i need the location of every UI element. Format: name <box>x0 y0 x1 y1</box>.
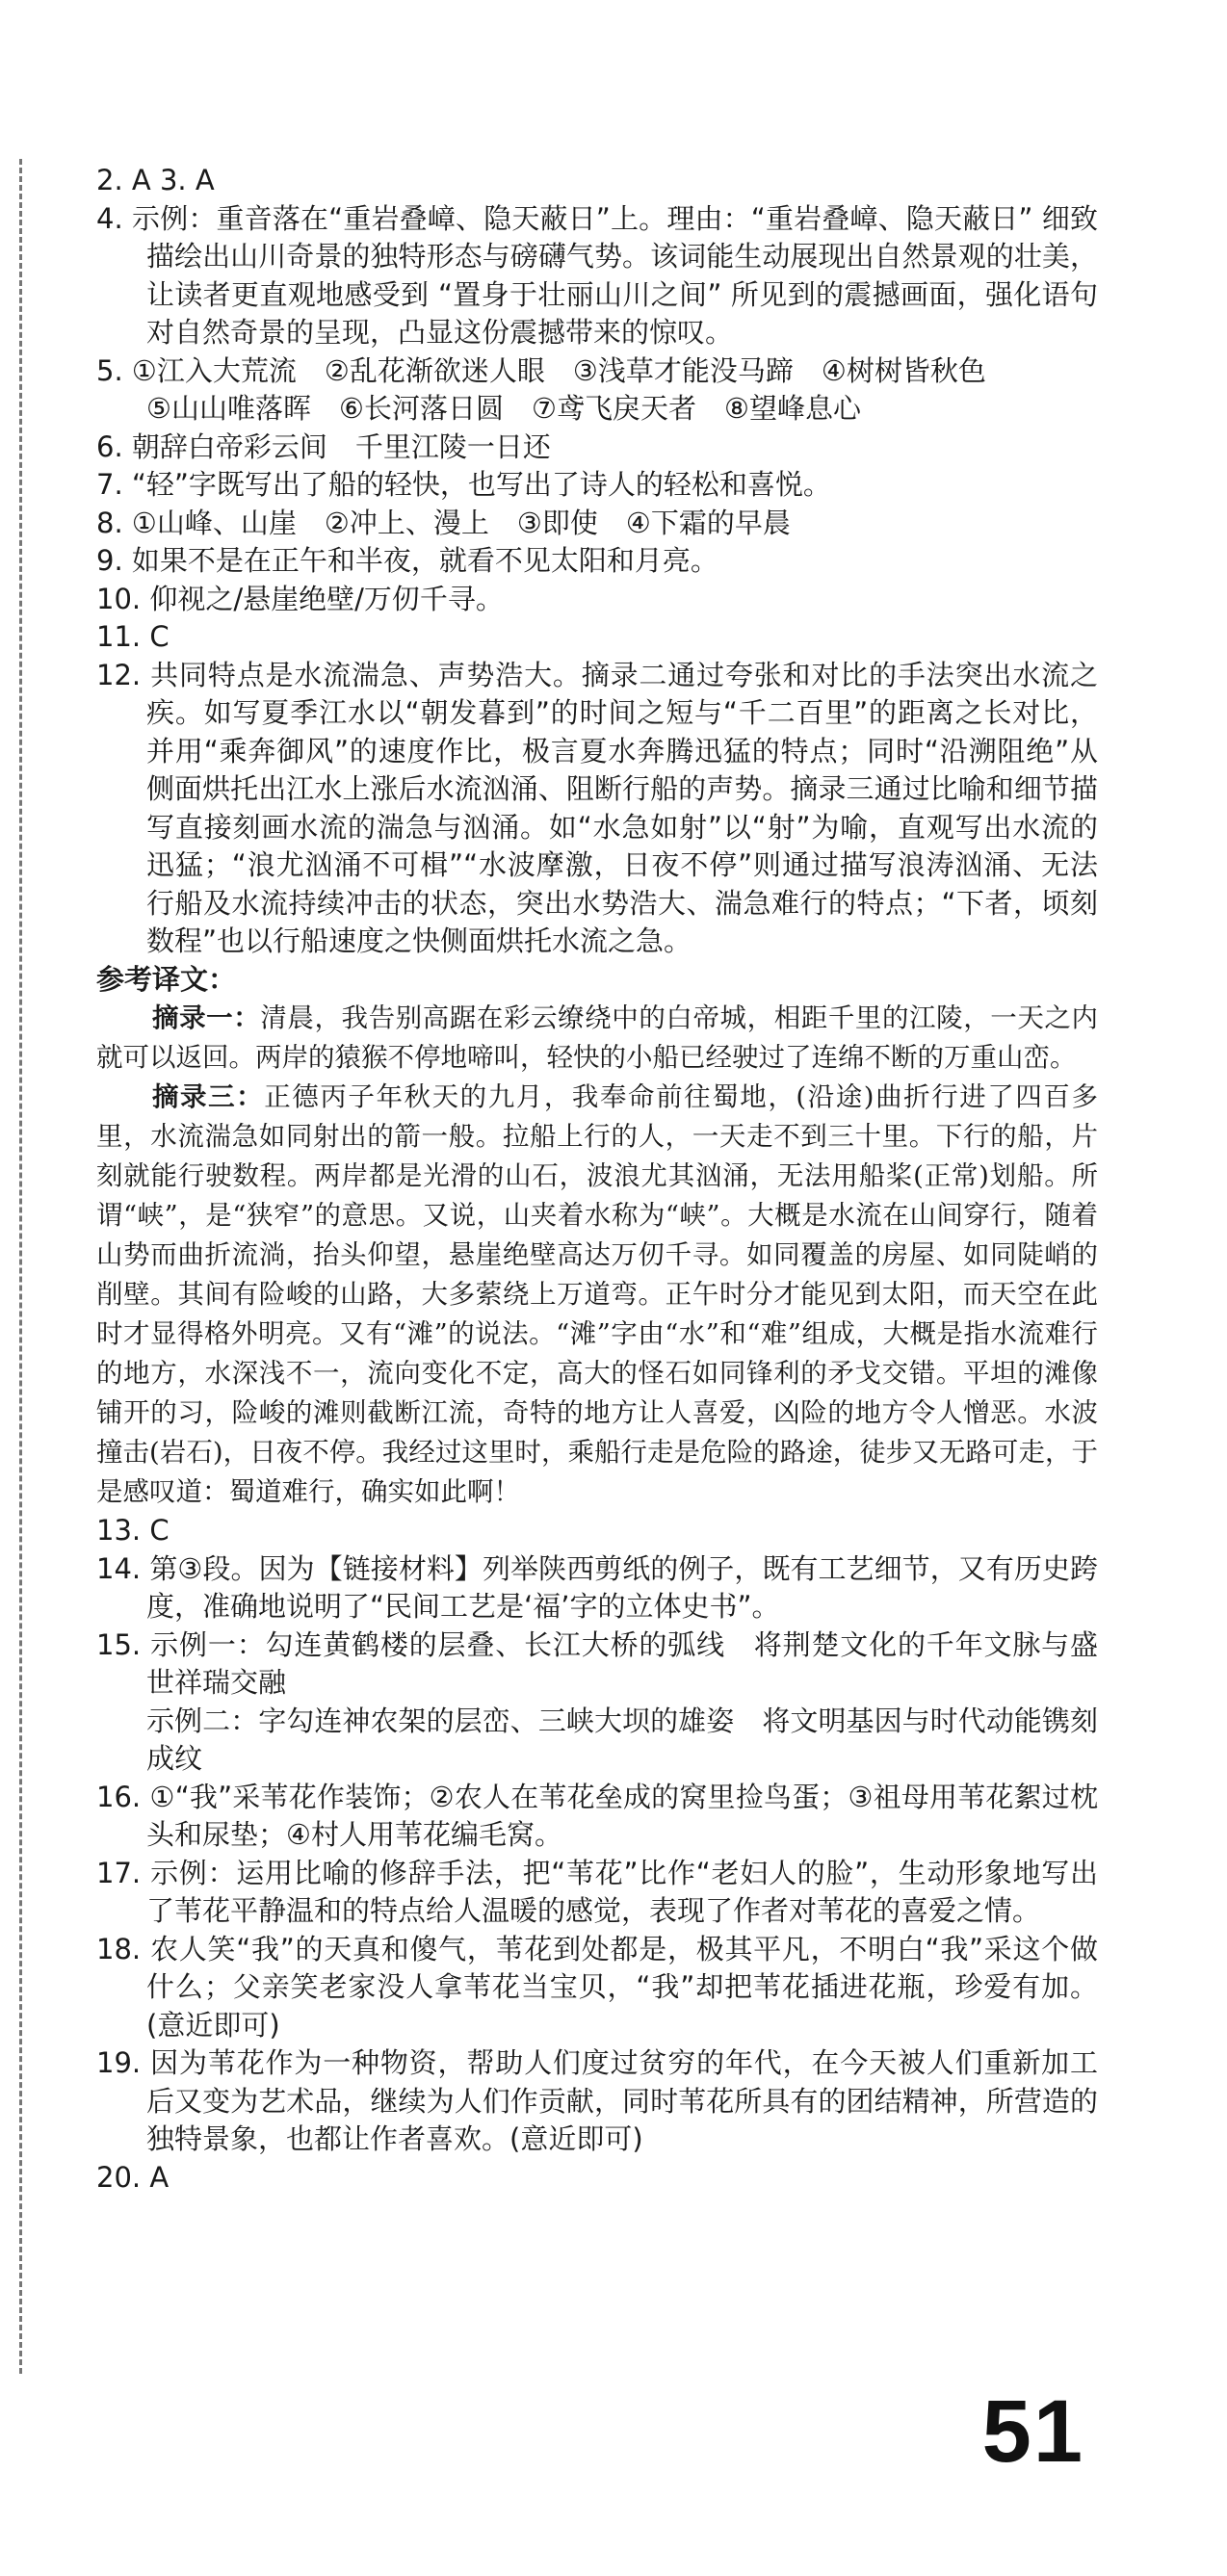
reference-translation-heading: 参考译文： <box>96 962 237 996</box>
answer-12: 12. 共同特点是水流湍急、声势浩大。摘录二通过夸张和对比的手法突出水流之疾。如写夏季江水以“朝发暮到”的时间之短与“千二百里”的距离之长对比，并用“乘奔御风”的速度作比，极言夏水奔腾迅猛的特点；同时“沿溯阻绝”从侧面烘托出江水上涨后水流汹涌、阻断行船的声势。摘录三通过比喻和细节描写直接刻画水流的湍急与汹涌。如“水急如射”以“射”为喻，直观写出水流的迅猛；“浪尤汹涌不可楫”“水波摩激，日夜不停”则通过描写浪涛汹涌、无法行船及水流持续冲击的状态，突出水势浩大、湍急难行的特点；“下者，顷刻数程”也以行船速度之快侧面烘托水流之急。 <box>96 658 1098 957</box>
answer-5-line-1: 5. ①江入大荒流 ②乱花渐欲迷人眼 ③浅草才能没马蹄 ④树树皆秋色 <box>96 353 986 387</box>
excerpt-3-text: 正德丙子年秋天的九月，我奉命前往蜀地，(沿途)曲折行进了四百多里，水流湍急如同射出的箭一般。拉船上行的人，一天走不到三十里。下行的船，片刻就能行驶数程。两岸都是光滑的山石，波浪尤其汹涌，无法用船桨(正常)划船。所谓“峡”，是“狭窄”的意思。又说，山夹着水称为“峡”。大概是水流在山间穿行，随着山势而曲折流淌，抬头仰望，悬崖绝壁高达万仞千寻。如同覆盖的房屋、如同陡峭的削壁。其间有险峻的山路，大多萦绕上万道弯。正午时分才能见到太阳，而天空在此时才显得格外明亮。又有“滩”的说法。“滩”字由“水”和“难”组成，大概是指水流难行的地方，水深浅不一，流向变化不定，高大的怪石如同锋利的矛戈交错。平坦的滩像铺开的习，险峻的滩则截断江流，奇特的地方让人喜爱，凶险的地方令人憎恶。水波撞击(岩石)，日夜不停。我经过这里时，乘船行走是危险的路途，徒步又无路可走，于是感叹道：蜀道难行，确实如此啊！ <box>96 1081 1098 1507</box>
translation-excerpt-3 <box>96 1078 1098 1512</box>
answer-4: 4. 示例：重音落在“重岩叠嶂、隐天蔽日”上。理由：“重岩叠嶂、隐天蔽日” 细致描绘出山川奇景的独特形态与磅礴气势。该词能生动展现出自然景观的壮美，让读者更直观地感受到 “置身于壮丽山川之间” 所见到的震撼画面，强化语句对自然奇景的呈现，凸显这份震撼带来的惊叹。 <box>96 201 1098 349</box>
answer-8: 8. ①山峰、山崖 ②冲上、漫上 ③即使 ④下霜的早晨 <box>96 506 791 539</box>
answer-14: 14. 第③段。因为【链接材料】列举陕西剪纸的例子，既有工艺细节，又有历史跨度，准确地说明了“民间工艺是‘福’字的立体史书”。 <box>96 1551 1098 1623</box>
answer-19: 19. 因为苇花作为一种物资，帮助人们度过贫穷的年代，在今天被人们重新加工后又变为艺术品，继续为人们作贡献，同时苇花所具有的团结精神，所营造的独特景象，也都让作者喜欢。(意近即可) <box>96 2046 1098 2155</box>
page-number: 51 <box>981 2382 1084 2481</box>
answer-10: 10. 仰视之/悬崖绝壁/万仞千寻。 <box>96 582 504 615</box>
answer-15-example-1: 15. 示例一：勾连黄鹤楼的层叠、长江大桥的弧线 将荆楚文化的千年文脉与盛世祥瑞交融 <box>96 1627 1098 1699</box>
excerpt-3-label: 摘录三： <box>152 1081 265 1112</box>
binding-margin-line <box>19 159 22 2374</box>
answer-13: 13. C <box>96 1514 170 1547</box>
answer-2-3: 2. A 3. A <box>96 164 215 196</box>
answer-16: 16. ①“我”采苇花作装饰；②农人在苇花垒成的窝里捡鸟蛋；③祖母用苇花絮过枕头和尿垫；④村人用苇花编毛窝。 <box>96 1780 1098 1851</box>
answer-18: 18. 农人笑“我”的天真和傻气，苇花到处都是，极其平凡，不明白“我”采这个做什么；父亲笑老家没人拿苇花当宝贝，“我”却把苇花插进花瓶，珍爱有加。(意近即可) <box>96 1932 1098 2042</box>
answer-11: 11. C <box>96 620 170 653</box>
answer-20: 20. A <box>96 2160 170 2194</box>
answer-15-example-2: 示例二：字勾连神农架的层峦、三峡大坝的雄姿 将文明基因与时代动能镌刻成纹 <box>146 1704 1098 1775</box>
excerpt-1-text: 清晨，我告别高踞在彩云缭绕中的白帝城，相距千里的江陵，一天之内就可以返回。两岸的猿猴不停地啼叫，轻快的小船已经驶过了连绵不断的万重山峦。 <box>96 1002 1098 1073</box>
translation-excerpt-1 <box>96 999 1098 1078</box>
answer-5-line-2: ⑤山山唯落晖 ⑥长河落日圆 ⑦鸢飞戾天者 ⑧望峰息心 <box>146 392 861 425</box>
answer-content <box>96 162 1098 2197</box>
answer-17: 17. 示例：运用比喻的修辞手法，把“苇花”比作“老妇人的脸”，生动形象地写出了苇花平静温和的特点给人温暖的感觉，表现了作者对苇花的喜爱之情。 <box>96 1856 1098 1927</box>
excerpt-1-label: 摘录一： <box>152 1002 261 1033</box>
answer-9: 9. 如果不是在正午和半夜，就看不见太阳和月亮。 <box>96 544 718 577</box>
answer-7: 7. “轻”字既写出了船的轻快，也写出了诗人的轻松和喜悦。 <box>96 468 831 501</box>
answer-6: 6. 朝辞白帝彩云间 千里江陵一日还 <box>96 429 551 463</box>
